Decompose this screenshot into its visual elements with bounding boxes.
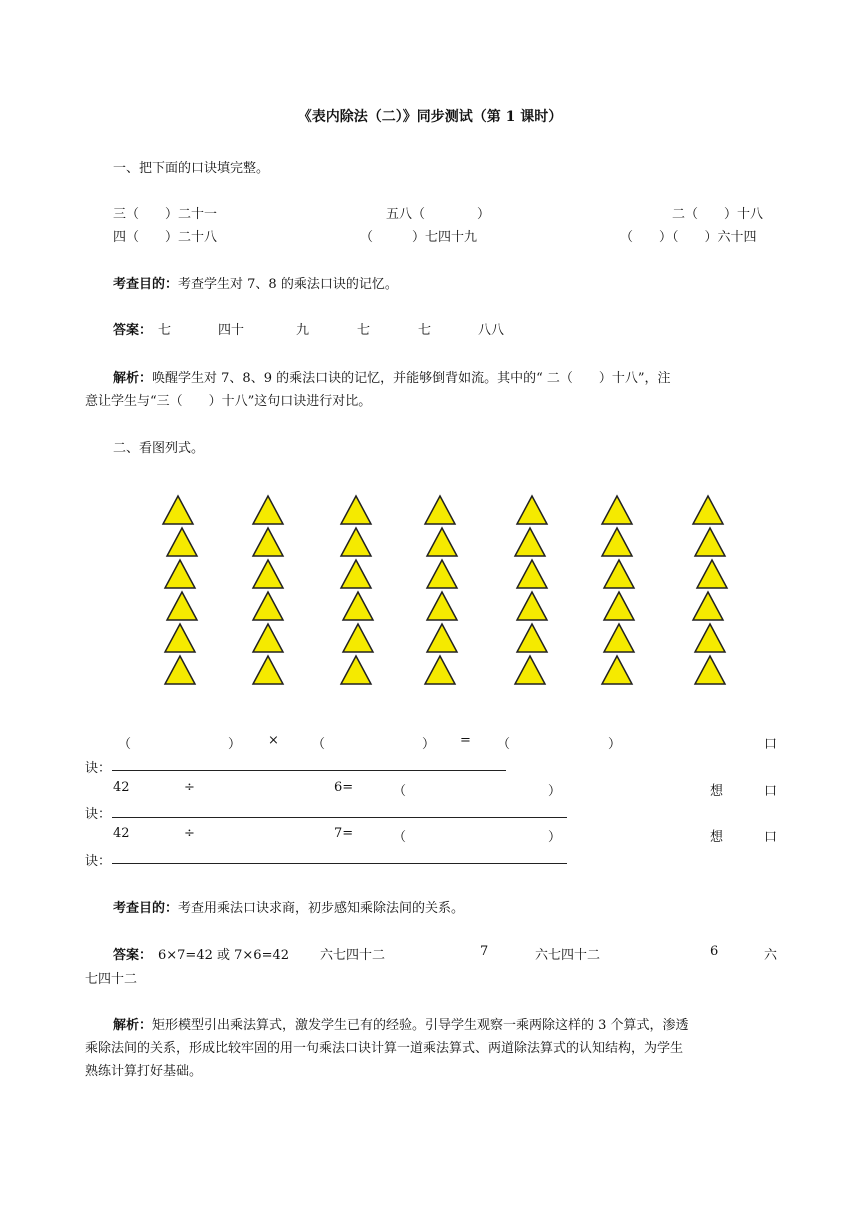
answer-item: 九: [296, 323, 310, 338]
kou-char: 口: [764, 830, 778, 845]
answer-item: 六七四十二: [320, 948, 386, 963]
analysis-label: 解析：: [113, 1018, 153, 1033]
paren-close: ）: [548, 830, 562, 845]
analysis-label: 解析：: [113, 371, 153, 386]
triangle-shape: [517, 592, 547, 620]
triangle-shape: [515, 656, 545, 684]
triangle-shape: [517, 624, 547, 652]
triangle-shape: [697, 560, 727, 588]
triangle-shape: [602, 656, 632, 684]
answer-item: 四十: [218, 323, 245, 338]
triangle-shape: [427, 528, 457, 556]
times-sign: ×: [268, 733, 279, 748]
paren-open: （: [393, 784, 407, 799]
blank-r1c1: 三（ ）二十一: [113, 207, 218, 222]
triangle-shape: [517, 496, 547, 524]
triangle-shape: [167, 528, 197, 556]
answer-line: [112, 770, 506, 771]
blank-r2c2: （ ）七四十九: [360, 230, 478, 245]
analysis-2-line1: [113, 1014, 689, 1033]
answer-label-2: 答案：: [113, 948, 153, 963]
purpose-2: [113, 897, 464, 916]
triangle-shape: [515, 528, 545, 556]
triangle-shape: [341, 656, 371, 684]
triangle-shape: [341, 496, 371, 524]
paren-close: ）: [608, 737, 622, 752]
triangle-shape: [427, 624, 457, 652]
blank-r1c3: 二（ ）十八: [672, 207, 764, 222]
triangle-shape: [604, 624, 634, 652]
equals-sign: =: [460, 733, 471, 748]
triangle-shape: [425, 656, 455, 684]
divisor: 7=: [334, 826, 354, 841]
triangle-shape: [693, 496, 723, 524]
triangle-shape: [695, 528, 725, 556]
xiang-char: 想: [710, 784, 724, 799]
page-title: 《表内除法（二）》同步测试（第 1 课时）: [297, 109, 563, 125]
jue-label: 诀：: [85, 807, 112, 822]
triangle-shape: [695, 656, 725, 684]
paren-open: （: [118, 737, 132, 752]
answer-label-1: 答案：: [113, 323, 153, 338]
answer-item: 八八: [478, 323, 505, 338]
analysis-text: 矩形模型引出乘法算式，激发学生已有的经验。引导学生观察一乘两除这样的 3 个算式，渗透: [152, 1018, 689, 1033]
answer-item: 七: [158, 323, 172, 338]
paren-open: （: [312, 737, 326, 752]
kou-char: 口: [764, 784, 778, 799]
triangle-shape: [693, 592, 723, 620]
paren-open: （: [497, 737, 511, 752]
dividend: 42: [113, 780, 130, 795]
answer-line: [112, 863, 567, 864]
triangle-shape: [343, 592, 373, 620]
jue-label: 诀：: [85, 761, 112, 776]
blank-r2c1: 四（ ）二十八: [113, 230, 218, 245]
triangle-shape: [604, 560, 634, 588]
triangle-shape: [343, 624, 373, 652]
triangle-shape: [517, 560, 547, 588]
analysis-2-line2: 乘除法间的关系，形成比较牢固的用一句乘法口诀计算一道乘法算式、两道除法算式的认知结构，为学生: [85, 1041, 684, 1056]
blank-r2c3: （ ）（ ）六十四: [620, 230, 757, 245]
analysis-2-line3: 熟练计算打好基础。: [85, 1064, 203, 1079]
triangle-shape: [253, 592, 283, 620]
analysis-text: 唤醒学生对 7、8、9 的乘法口诀的记忆，并能够倒背如流。其中的“ 二（ ）十八”，注: [152, 371, 671, 386]
answer-item: 七: [418, 323, 432, 338]
triangle-shape: [165, 624, 195, 652]
triangle-shape: [167, 592, 197, 620]
section1-heading: 一、把下面的口诀填完整。: [113, 161, 270, 176]
triangle-shape: [253, 528, 283, 556]
paren-close: ）: [548, 784, 562, 799]
answer-line2: 七四十二: [85, 972, 138, 987]
triangle-shape: [695, 624, 725, 652]
divide-sign: ÷: [184, 780, 195, 795]
triangle-shape: [341, 528, 371, 556]
triangle-shape: [253, 560, 283, 588]
triangle-shape: [604, 592, 634, 620]
purpose-label: 考查目的：: [113, 901, 179, 916]
answer-item: 六七四十二: [535, 948, 601, 963]
answer-item: 7: [480, 944, 489, 959]
purpose-text: 考查用乘法口诀求商，初步感知乘除法间的关系。: [178, 901, 465, 916]
triangle-shape: [163, 496, 193, 524]
paren-close: ）: [228, 737, 242, 752]
answer-item: 6×7=42 或 7×6=42: [158, 948, 290, 963]
kou-char: 口: [764, 737, 778, 752]
purpose-label: 考查目的：: [113, 277, 179, 292]
jue-label: 诀：: [85, 854, 112, 869]
triangle-shape: [253, 624, 283, 652]
purpose-text: 考查学生对 7、8 的乘法口诀的记忆。: [178, 277, 398, 292]
section2-heading: 二、看图列式。: [113, 441, 205, 456]
paren-close: ）: [422, 737, 436, 752]
triangle-shape: [425, 496, 455, 524]
paren-open: （: [393, 830, 407, 845]
blank-r1c2: 五八（ ）: [386, 207, 491, 222]
triangle-shape: [253, 656, 283, 684]
answer-item: 六: [764, 948, 778, 963]
triangle-shape: [341, 560, 371, 588]
triangle-shape: [253, 496, 283, 524]
divide-sign: ÷: [184, 826, 195, 841]
triangle-shape: [165, 560, 195, 588]
answer-line: [112, 817, 567, 818]
triangle-shape: [427, 592, 457, 620]
triangle-shape: [427, 560, 457, 588]
xiang-char: 想: [710, 830, 724, 845]
analysis-1-line2: 意让学生与“三（ ）十八”这句口诀进行对比。: [85, 394, 372, 409]
triangle-shape: [165, 656, 195, 684]
dividend: 42: [113, 826, 130, 841]
answer-item: 6: [710, 944, 719, 959]
answer-item: 七: [357, 323, 371, 338]
triangle-shape: [602, 528, 632, 556]
triangle-shape: [602, 496, 632, 524]
divisor: 6=: [334, 780, 354, 795]
